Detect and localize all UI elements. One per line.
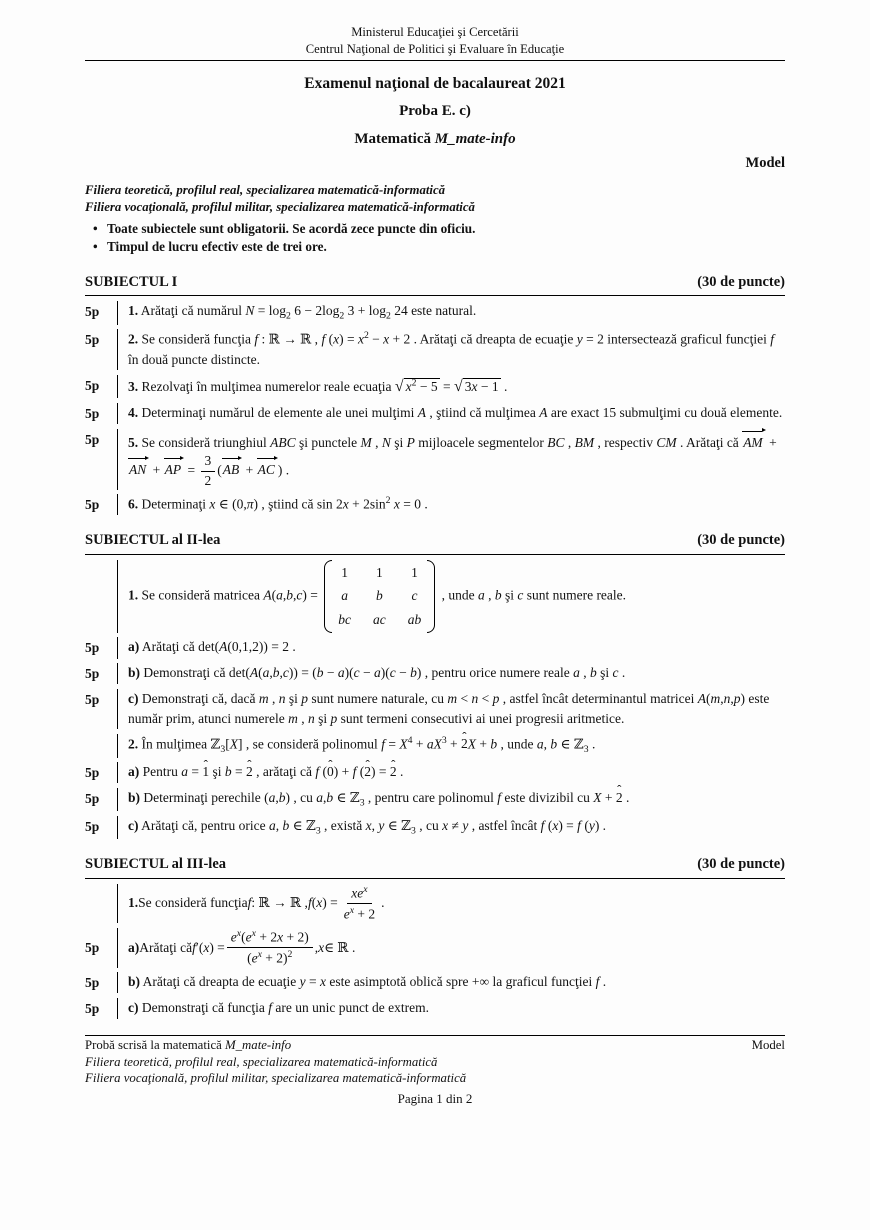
instruction-text: Toate subiectele sunt obligatorii. Se acordă zece puncte din oficiu. [107, 220, 476, 236]
problem-text: 6. Determinaţi x ∈ (0,π) , ştiind că $\sin 2x + 2\sin^2$ x = 0 . [117, 494, 785, 515]
footer-filiera-2: Filiera vocaţională, profilul militar, specializarea matematică-informatică [85, 1071, 467, 1086]
bullet-icon: • [93, 239, 98, 255]
ministry-line-2: Centrul Naţional de Politici şi Evaluare în Educaţie [305, 42, 565, 56]
problem-row-s2-1b [85, 663, 785, 684]
problem-text: 1. Se consideră funcţia f : ℝ → ℝ , f ( x ) = $\frac{xe^x}{e^x + 2}$ . [117, 884, 785, 924]
problem-text: a) Arătaţi că det(A(0,1,2)) = 2 . [117, 637, 785, 658]
section-1-header [85, 272, 785, 294]
model-label: Model [745, 155, 785, 172]
subject-title: Matematică M_mate-info [354, 130, 516, 147]
ministry-line-1: Ministerul Educaţiei şi Cercetării [351, 25, 519, 39]
instruction-text: Timpul de lucru efectiv este de trei ore. [107, 239, 327, 255]
points-label: 5p [85, 666, 100, 682]
points-label: 5p [85, 765, 100, 781]
points-label: 5p [85, 304, 100, 320]
problem-text: a) Pentru a = 1 ˆ şi b = 2 ˆ , arătaţi că f (0 ˆ) + f (2 ˆ) = 2 ˆ . [117, 762, 785, 783]
footer-divider [85, 1035, 785, 1036]
problem-row-s1-4 [85, 403, 785, 424]
page-footer [85, 1035, 785, 1108]
points-label: 5p [85, 431, 100, 447]
section-3-header [85, 854, 785, 876]
problem-text: 3. Rezolvaţi în mulţimea numerelor reale ecuaţia √ $x^2 - 5$ = √ 3x − 1 . [117, 375, 785, 399]
section-3-divider [85, 878, 785, 879]
problem-row-s1-6 [85, 494, 785, 515]
filiera-line-2: Filiera vocaţională, profilul militar, specializarea matematică-informatică [85, 200, 475, 215]
section-2-divider [85, 554, 785, 555]
instructions-list [85, 220, 785, 257]
section-1-points: (30 de puncte) [697, 273, 785, 290]
bullet-icon: • [93, 220, 98, 236]
header-divider [85, 60, 785, 61]
problem-row-s2-1c [85, 689, 785, 730]
points-label: 5p [85, 332, 100, 348]
footer-line-1 [85, 1037, 785, 1054]
problem-row-s2-2b [85, 788, 785, 811]
problem-row-s1-3 [85, 375, 785, 399]
problem-row-s3-1a [85, 928, 785, 968]
problem-row-s3-1c [85, 998, 785, 1019]
problem-row-s1-5 [85, 429, 785, 490]
points-label [85, 734, 112, 758]
exam-title: Examenul naţional de bacalaureat 2021 [304, 75, 566, 92]
points-label: 5p [85, 790, 100, 806]
section-1-title: SUBIECTUL I [85, 273, 178, 290]
problem-text: b) Determinaţi perechile (a,b) , cu a,b ∈ ℤ$_3$ , pentru care polinomul f este divizibil cu X + 2 ˆ . [117, 788, 785, 811]
section-3-title: SUBIECTUL al III-lea [85, 855, 227, 872]
problem-text: 4. Determinaţi numărul de elemente ale unei mulţimi A , ştiind că mulţimea A are exact 15 submulţimi cu două elemente. [117, 403, 785, 424]
points-label: 5p [85, 377, 100, 393]
points-label: 5p [85, 975, 100, 991]
filiera-block [85, 182, 785, 217]
problem-text: 1. Arătaţi că numărul $N = \log_2 6 - 2\log_2$ $3 + \log_2 24$ este natural. [117, 301, 785, 324]
points-label [85, 884, 112, 924]
problem-text: c) Arătaţi că, pentru orice a, b ∈ ℤ$_3$ , există x, y ∈ ℤ$_3$ , cu x ≠ y , astfel încât f (x) = f (y) . [117, 816, 785, 839]
problem-row-s2-1a [85, 637, 785, 658]
section-2-title: SUBIECTUL al II-lea [85, 532, 221, 549]
problem-row-s2-2c [85, 816, 785, 839]
problem-row-s2-intro1 [85, 560, 785, 633]
proba-title: Proba E. c) [399, 103, 471, 120]
section-3-points: (30 de puncte) [697, 855, 785, 872]
instruction-item [85, 238, 785, 256]
points-label: 5p [85, 640, 100, 656]
footer-model-label: Model [751, 1038, 785, 1053]
section-1-divider [85, 295, 785, 296]
problem-text: c) Demonstraţi că, dacă m , n şi p sunt numere naturale, cu m < n < p , astfel încât determinantul matricei A(m,n,p) este număr prim, atunci numerele m , n şi p sunt termeni consecutivi ai unei progresii aritmetice. [117, 689, 785, 730]
problem-text: b) Arătaţi că dreapta de ecuaţie y = x este asimptotă oblică spre +∞ la graficul funcţiei f . [117, 972, 785, 993]
points-label: 5p [85, 818, 100, 834]
problem-row-s2-2a [85, 762, 785, 783]
instruction-item [85, 220, 785, 238]
points-label: 5p [85, 405, 100, 421]
footer-filiera-1: Filiera teoretică, profilul real, specializarea matematică-informatică [85, 1054, 438, 1069]
problem-row-s3-intro [85, 884, 785, 924]
problem-text: 2. Se consideră funcţia f : ℝ → ℝ , f $(x) = x^2 - x + 2$ . Arătaţi că dreapta de ecuaţie y = 2 intersectează graficul funcţiei f în două puncte distincte. [117, 329, 785, 370]
points-label: 5p [85, 940, 100, 956]
page-number: Pagina 1 din 2 [397, 1091, 473, 1107]
points-label: 5p [85, 497, 100, 513]
section-2-header [85, 530, 785, 552]
points-label: 5p [85, 691, 100, 707]
footer-exam-label: Probă scrisă la matematică M_mate-info [85, 1038, 292, 1053]
problem-text: b) Demonstraţi că det(A(a,b,c)) = (b − a)(c − a)(c − b) , pentru orice numere reale a , b şi c . [117, 663, 785, 684]
problem-row-s1-2 [85, 329, 785, 370]
section-2-points: (30 de puncte) [697, 532, 785, 549]
problem-row-s1-1 [85, 301, 785, 324]
filiera-line-1: Filiera teoretică, profilul real, specializarea matematică-informatică [85, 183, 446, 197]
points-label: 5p [85, 1000, 100, 1016]
problem-row-s3-1b [85, 972, 785, 993]
problem-text: c) Demonstraţi că funcţia f are un unic punct de extrem. [117, 998, 785, 1019]
problem-text: 5. Se consideră triunghiul ABC şi punctele M , N şi P mijloacele segmentelor BC , BM , respectiv CM . Arătaţi că AM + AN + AP = $\frac{3}{2}$ (AB + AC ) . [117, 429, 785, 490]
points-label [85, 560, 112, 633]
problem-text: a) Arătaţi că f ′( x ) = $\frac{e^x(e^x + 2x + 2)}{(e^x + 2)^2}$ , x ∈ ℝ . [117, 928, 785, 968]
problem-row-s2-intro2 [85, 734, 785, 758]
problem-text: 1. Se consideră matricea A(a,b,c) = 1 1 1 a b c bc ac ab , unde a , b şi c sunt numere reale. [117, 560, 785, 633]
problem-text: 2. În mulţimea ℤ$_3$[X] , se consideră polinomul $f = X^4 + aX^3 + 2$ ˆX + b , unde a, b ∈ ℤ$_3$ . [117, 734, 785, 758]
